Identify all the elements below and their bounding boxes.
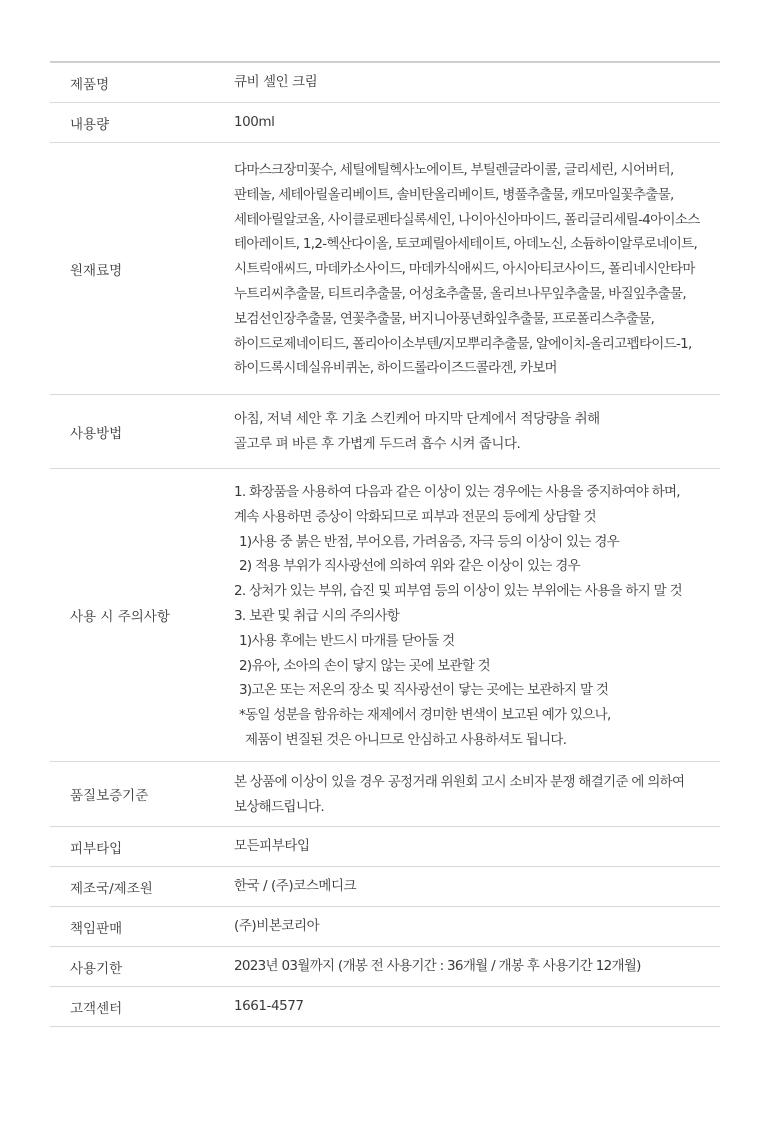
value-line: *동일 성분을 함유하는 재제에서 경미한 변색이 보고된 예가 있으나, — [239, 707, 611, 724]
row-value — [234, 469, 720, 761]
row-value — [234, 395, 720, 468]
value-line: 3)고온 또는 저온의 장소 및 직사광선이 닿는 곳에는 보관하지 말 것 — [239, 682, 609, 699]
row-value — [234, 947, 720, 986]
value-line: 1. 화장품을 사용하여 다음과 같은 이상이 있는 경우에는 사용을 중지하여야 하며, — [234, 484, 680, 500]
row-label: 품질보증기준 — [70, 788, 149, 804]
row-label: 사용방법 — [70, 425, 123, 442]
row-quality-standard — [50, 762, 720, 827]
value-line: 모든피부타입 — [234, 838, 310, 855]
row-label: 책임판매 — [70, 920, 123, 937]
row-value — [234, 987, 720, 1026]
row-label: 사용 시 주의사항 — [70, 609, 170, 625]
value-line: 2. 상처가 있는 부위, 습진 및 피부염 등의 이상이 있는 부위에는 사용을 하지 말 것 — [234, 583, 682, 600]
row-value — [234, 867, 720, 906]
value-line: 시트릭애씨드, 마데카소사이드, 마데카식애씨드, 아시아티코사이드, 폴리네시안타마 — [234, 261, 695, 278]
row-usage — [50, 395, 720, 469]
row-volume — [50, 103, 720, 143]
value-line: 2) 적용 부위가 직사광선에 의하여 위와 같은 이상이 있는 경우 — [239, 558, 580, 575]
value-line: 보상해드립니다. — [234, 798, 324, 815]
row-value — [234, 827, 720, 866]
value-line: 누트리씨추출물, 티트리추출물, 어성초추출물, 올리브나무잎추출물, 바질잎추출물, — [234, 285, 686, 302]
value-line: 큐비 셀인 크림 — [234, 74, 318, 91]
row-cautions — [50, 469, 720, 762]
row-label: 사용기한 — [70, 960, 123, 977]
row-product-name — [50, 63, 720, 103]
value-line: 본 상품에 이상이 있을 경우 공정거래 위원회 고시 소비자 분쟁 해결기준 에 의하여 — [234, 774, 685, 790]
row-value — [234, 103, 720, 142]
value-line: 계속 사용하면 증상이 악화되므로 피부과 전문의 등에게 상담할 것 — [234, 508, 596, 525]
row-value — [234, 762, 720, 826]
row-label: 제품명 — [70, 76, 110, 93]
row-value — [234, 907, 720, 946]
value-line: 테아레이트, 1,2-헥산다이올, 토코페릴아세테이트, 아데노신, 소듐하이알루로네이트, — [234, 236, 698, 253]
value-line: 아침, 저녁 세안 후 기초 스킨케어 마지막 단계에서 적당량을 취해 — [234, 411, 600, 427]
value-line: 2)유아, 소아의 손이 닿지 않는 곳에 보관할 것 — [239, 657, 490, 674]
row-label: 제조국/제조원 — [70, 880, 153, 897]
value-line: 1)사용 후에는 반드시 마개를 닫아둘 것 — [239, 632, 455, 649]
product-info-table — [50, 61, 720, 1027]
row-value — [234, 143, 720, 394]
value-line: 2023년 03월까지 (개봉 전 사용기간 : 36개월 / 개봉 후 사용기간 12개월) — [234, 958, 641, 975]
value-line: 한국 / (주)코스메디크 — [234, 878, 357, 895]
row-label: 피부타입 — [70, 840, 123, 857]
value-line: 다마스크장미꽃수, 세틸에틸헥사노에이트, 부틸렌글라이콜, 글리세린, 시어버터, — [234, 162, 674, 178]
row-expiry — [50, 947, 720, 987]
row-skin-type — [50, 827, 720, 867]
row-distributor — [50, 907, 720, 947]
row-label: 내용량 — [70, 116, 110, 133]
value-line: 제품이 변질된 것은 아니므로 안심하고 사용하셔도 됩니다. — [245, 731, 567, 748]
row-value — [234, 63, 720, 102]
value-line: 세테아릴알코올, 사이클로펜타실록세인, 나이아신아마이드, 폴리글리세릴-4아이소스 — [234, 211, 700, 228]
row-label: 원재료명 — [70, 262, 123, 279]
value-line: 100ml — [234, 114, 275, 131]
value-line: 1661-4577 — [234, 998, 304, 1015]
row-manufacturer — [50, 867, 720, 907]
value-line: 3. 보관 및 취급 시의 주의사항 — [234, 607, 400, 624]
value-line: 하이드록시데실유비퀴논, 하이드롤라이즈드콜라겐, 카보머 — [234, 360, 557, 377]
value-line: 보검선인장추출물, 연꽃추출물, 버지니아풍년화잎추출물, 프로폴리스추출물, — [234, 310, 655, 327]
value-line: 판테놀, 세테아릴올리베이트, 솔비탄올리베이트, 병풀추출물, 캐모마일꽃추출물, — [234, 186, 674, 203]
row-customer-center — [50, 987, 720, 1027]
value-line: (주)비본코리아 — [234, 918, 320, 935]
value-line: 하이드로제네이티드, 폴리아이소부텐/지모뿌리추출물, 알에이치-올리고펩타이드-1, — [234, 335, 692, 352]
row-ingredients — [50, 143, 720, 395]
row-label: 고객센터 — [70, 1000, 123, 1017]
value-line: 골고루 펴 바른 후 가볍게 두드려 흡수 시켜 줍니다. — [234, 435, 521, 452]
value-line: 1)사용 중 붉은 반점, 부어오름, 가려움증, 자극 등의 이상이 있는 경우 — [239, 533, 620, 550]
